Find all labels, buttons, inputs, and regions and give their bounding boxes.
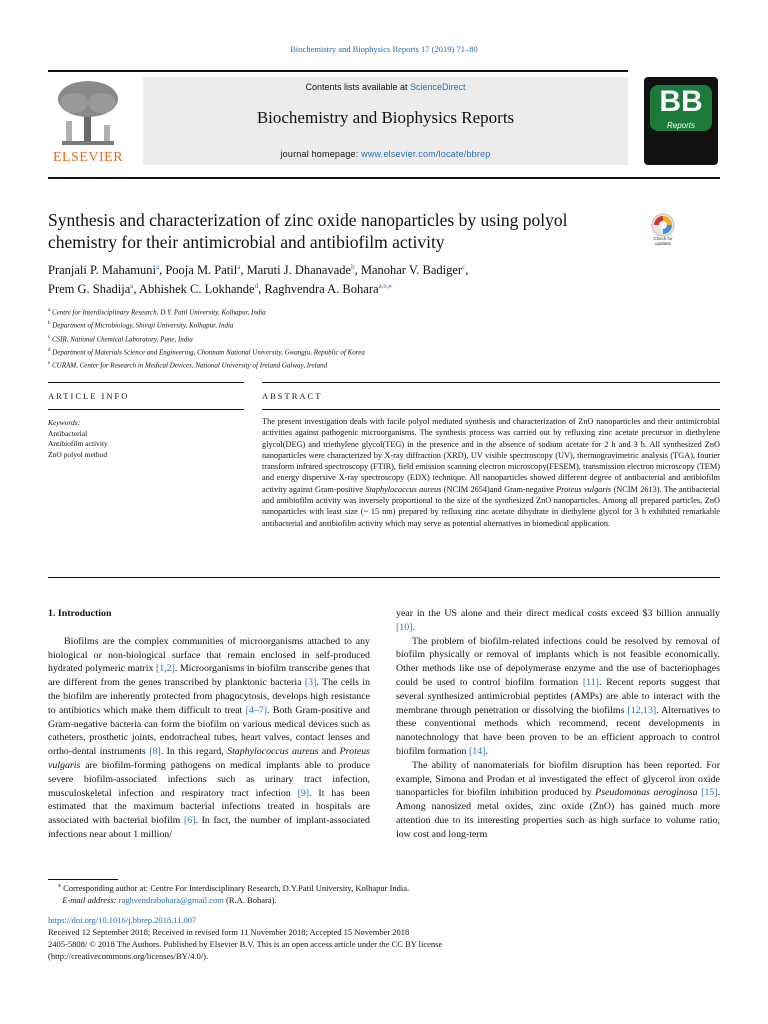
affiliation: $^c$ CSIR, National Chemical Laboratory, Pune, India	[48, 334, 193, 343]
journal-cover-thumbnail[interactable]	[644, 77, 718, 165]
check-for-updates-label[interactable]: Check for updates	[653, 236, 673, 246]
keyword: Antibiofilm activity	[48, 439, 108, 448]
body-column-left	[48, 607, 370, 842]
cover-letters: BB	[650, 85, 712, 131]
affiliation-list	[48, 305, 608, 372]
affiliation: $^e$ CURAM, Center for Research in Medical Devices, National University of Ireland Galway, Ireland	[48, 361, 328, 370]
author[interactable]: Maruti J. Dhanavade$^b$	[246, 262, 355, 277]
citation-link[interactable]: [12,13]	[627, 704, 657, 716]
license-text: 2405-5808/ © 2018 The Authors. Published by Elsevier B.V. This is an open access article under the CC BY license	[48, 939, 443, 949]
paragraph: year in the US alone and their direct medical costs exceed $3 billion annually [10].	[396, 608, 720, 633]
paragraph: The ability of nanomaterials for biofilm disruption has been reported. For example, Simona and Prodan et al investigated the effect of glycerol iron oxide nanoparticles for biofilm inhibition produced by Pseudomonas aeroginosa [15]. Among nanosized metal oxides, zinc oxide (ZnO) has gained much more attention due to its interesting properties such as high surface to volume ratio, low cost and long-term	[396, 759, 720, 840]
journal-homepage-link[interactable]: www.elsevier.com/locate/bbrep	[361, 149, 491, 159]
author[interactable]: Pranjali P. Mahamuni$^a$	[48, 262, 160, 277]
article-info-rule	[48, 409, 244, 410]
email-link[interactable]: raghvendrabohara@gmail.com	[118, 895, 224, 905]
citation-link[interactable]: [3]	[304, 677, 317, 689]
article-info-top-rule	[48, 382, 244, 383]
section-heading-introduction: 1. Introduction	[48, 608, 112, 619]
citation-link[interactable]: [1,2]	[155, 663, 175, 675]
article-info-heading: ARTICLE INFO	[48, 391, 130, 401]
journal-masthead	[143, 77, 628, 165]
corresponding-author-footnote: ⁎ Corresponding author at: Centre For Interdisciplinary Research, D.Y.Patil University, Kolhapur India. E-mail address: raghvendrabohara@gmail.com (R.A. Bohara).	[58, 883, 410, 905]
journal-name: Biochemistry and Biophysics Reports	[256, 108, 515, 127]
citation-link[interactable]: [6]	[183, 815, 196, 827]
abstract-rule	[262, 409, 720, 410]
citation-link[interactable]: [14]	[468, 745, 486, 757]
author[interactable]: Raghvendra A. Bohara$^{a,e,⁎}$	[264, 281, 392, 296]
author[interactable]: Manohar V. Badiger$^c$	[360, 262, 466, 277]
keyword: Antibacterial	[48, 428, 88, 438]
author[interactable]: Pooja M. Patil$^a$	[165, 262, 241, 277]
keyword: ZnO polyol method	[48, 449, 108, 459]
header-bottom-rule	[48, 177, 720, 179]
citation-link[interactable]: [9]	[297, 787, 310, 799]
author[interactable]: Abhishek C. Lokhande$^d$	[138, 281, 259, 296]
abstract-bottom-rule	[48, 577, 720, 578]
affiliation: $^d$ Department of Materials Science and Engineering, Chonnam National University, Gwangju, Republic of Korea	[48, 347, 365, 357]
author-list: Pranjali P. Mahamuni$^a$, Pooja M. Patil$^a$, Maruti J. Dhanavade$^b$, Manohar V. Badiger$^c$, Prem G. Shadija$^a$, Abhishek C. Lokhande$^d$, Raghvendra A. Bohara$^{a,e,⁎}$	[48, 262, 469, 296]
elsevier-wordmark: ELSEVIER	[52, 150, 124, 165]
citation-link[interactable]: [10]	[396, 621, 413, 633]
article-title: Synthesis and characterization of zinc oxide nanoparticles by using polyol chemistry for their antimicrobial and antibiofilm activity	[48, 210, 568, 252]
paragraph: The problem of biofilm-related infections could be resolved by removal of biofilm physically or removal of implants which is not feasible economically. Other methods like use of depolymerase enzyme and the use of bacteriophages could be used to control biofilm formation [11]. Recent reports suggest that several synthesized antimicrobial peptides (AMPs) are able to interact with the membrane through penetration or dissolving the biofilms [12,13]. Alternatives to these conventional methods which recommend, recent developments in nanotechnology that have been proven to be an efficient approach to control biofilm formation [14].	[396, 635, 721, 757]
article-metadata	[48, 914, 720, 962]
cover-subtitle: Reports	[666, 121, 695, 130]
keywords-block	[48, 418, 244, 460]
affiliation: $^a$ Centre for Interdisciplinary Research, D.Y. Patil University, Kolhapur, India	[48, 308, 266, 317]
affiliation: $^b$ Department of Microbiology, Shivaji University, Kolhapur, India	[48, 321, 234, 330]
footnote-rule	[48, 879, 118, 880]
abstract-text: The present investigation deals with facile polyol mediated synthesis and characterization of ZnO nanoparticles and their antimicrobial activities against pathogenic microorganisms. The synthesis process was carried out by refluxing zinc acetate precursor in diethylene glycol(DEG) and triethylene glycol(TEG) in the presence and in the absence of sodium acetate for 2 h and 3 h. All synthesized ZnO nanoparticles were characterized by X-ray diffraction (XRD), UV visible spectroscopy (UV), thermogravimetric analysis (TGA), fourier transform infrared spectroscopy (FTIR), field emission scanning electron microscopy(FESEM), transmission electron microscopy (TEM) and energy dispersive X-ray spectroscopy (EDX) technique. All nanoparticles showed different degree of antibacterial and antibiofilm activity against Gram-positive Staphylococcus aureus (NCIM 2654)and Gram-negative Proteus vulgaris (NCIM 2613). The antibacterial and antibiofilm activity was inversely proportional to the size of the synthesized ZnO nanoparticles. Among all prepared particles, ZnO nanoparticles with least size (~ 15 nm) prepared by refluxing zinc acetate dihydrate in diethylene glycol for 3 h exhibited remarkable antibacterial and antibiofilm activity which may serve as potential alternatives in biomedical application.	[262, 417, 720, 528]
citation-link[interactable]: [8]	[149, 746, 161, 758]
abstract-top-rule	[262, 382, 720, 383]
abstract-heading: ABSTRACT	[262, 391, 323, 401]
citation-link[interactable]: [4–7]	[245, 704, 268, 716]
contents-prefix: Contents lists available at	[305, 82, 411, 92]
article-dates: Received 12 September 2018; Received in revised form 11 November 2018; Accepted 15 November 2018	[48, 927, 410, 937]
homepage-line	[143, 149, 628, 159]
citation-link[interactable]: [15]	[701, 787, 718, 799]
sciencedirect-link[interactable]: ScienceDirect	[410, 82, 466, 92]
paragraph: Biofilms are the complex communities of microorganisms attached to any biological or non-biological surface that remain enclosed in self-produced hydrated polymeric matrix [1,2]. Microorganisms in biofilm transcribe genes that are different from the genes transcribed by planktonic bacteria [3]. The cells in the biofilm are inherently protected from phagocytosis, develops high resistance to antibiotics which make them difficult to treat [4–7]. Both Gram-positive and Gram-negative bacteria can form the biofilm on various medical devices such as catheters, prosthetic joints, endotracheal tubes, heart valves, contact lenses and ortho-dental instruments [8]. In this regard, Staphylococcus aureus and Proteus vulgaris are biofilm-forming pathogens on medical implants able to produce severe biofilm-associated infections such as urinary tract infection, musculoskeletal infection and respiratory tract infection [9]. It has been estimated that the maximum bacterial infections treated in hospitals are associated with bacterial biofilm [6]. In fact, the number of implant-associated infections near about 1 million/	[48, 635, 371, 840]
author[interactable]: Prem G. Shadija$^a$	[48, 281, 134, 296]
license-url[interactable]: (http://creativecommons.org/licenses/BY/4.0/).	[48, 951, 209, 961]
header-rule	[48, 70, 628, 72]
contents-line	[143, 82, 628, 92]
keywords-label: Keywords:	[48, 418, 81, 427]
citation-link[interactable]: [11]	[582, 676, 599, 688]
doi-link[interactable]: https://doi.org/10.1016/j.bbrep.2018.11.007	[48, 915, 197, 925]
journal-reference[interactable]: Biochemistry and Biophysics Reports 17 (2019) 71–80	[290, 44, 478, 54]
body-column-right	[396, 607, 720, 842]
homepage-prefix: journal homepage:	[280, 149, 362, 159]
